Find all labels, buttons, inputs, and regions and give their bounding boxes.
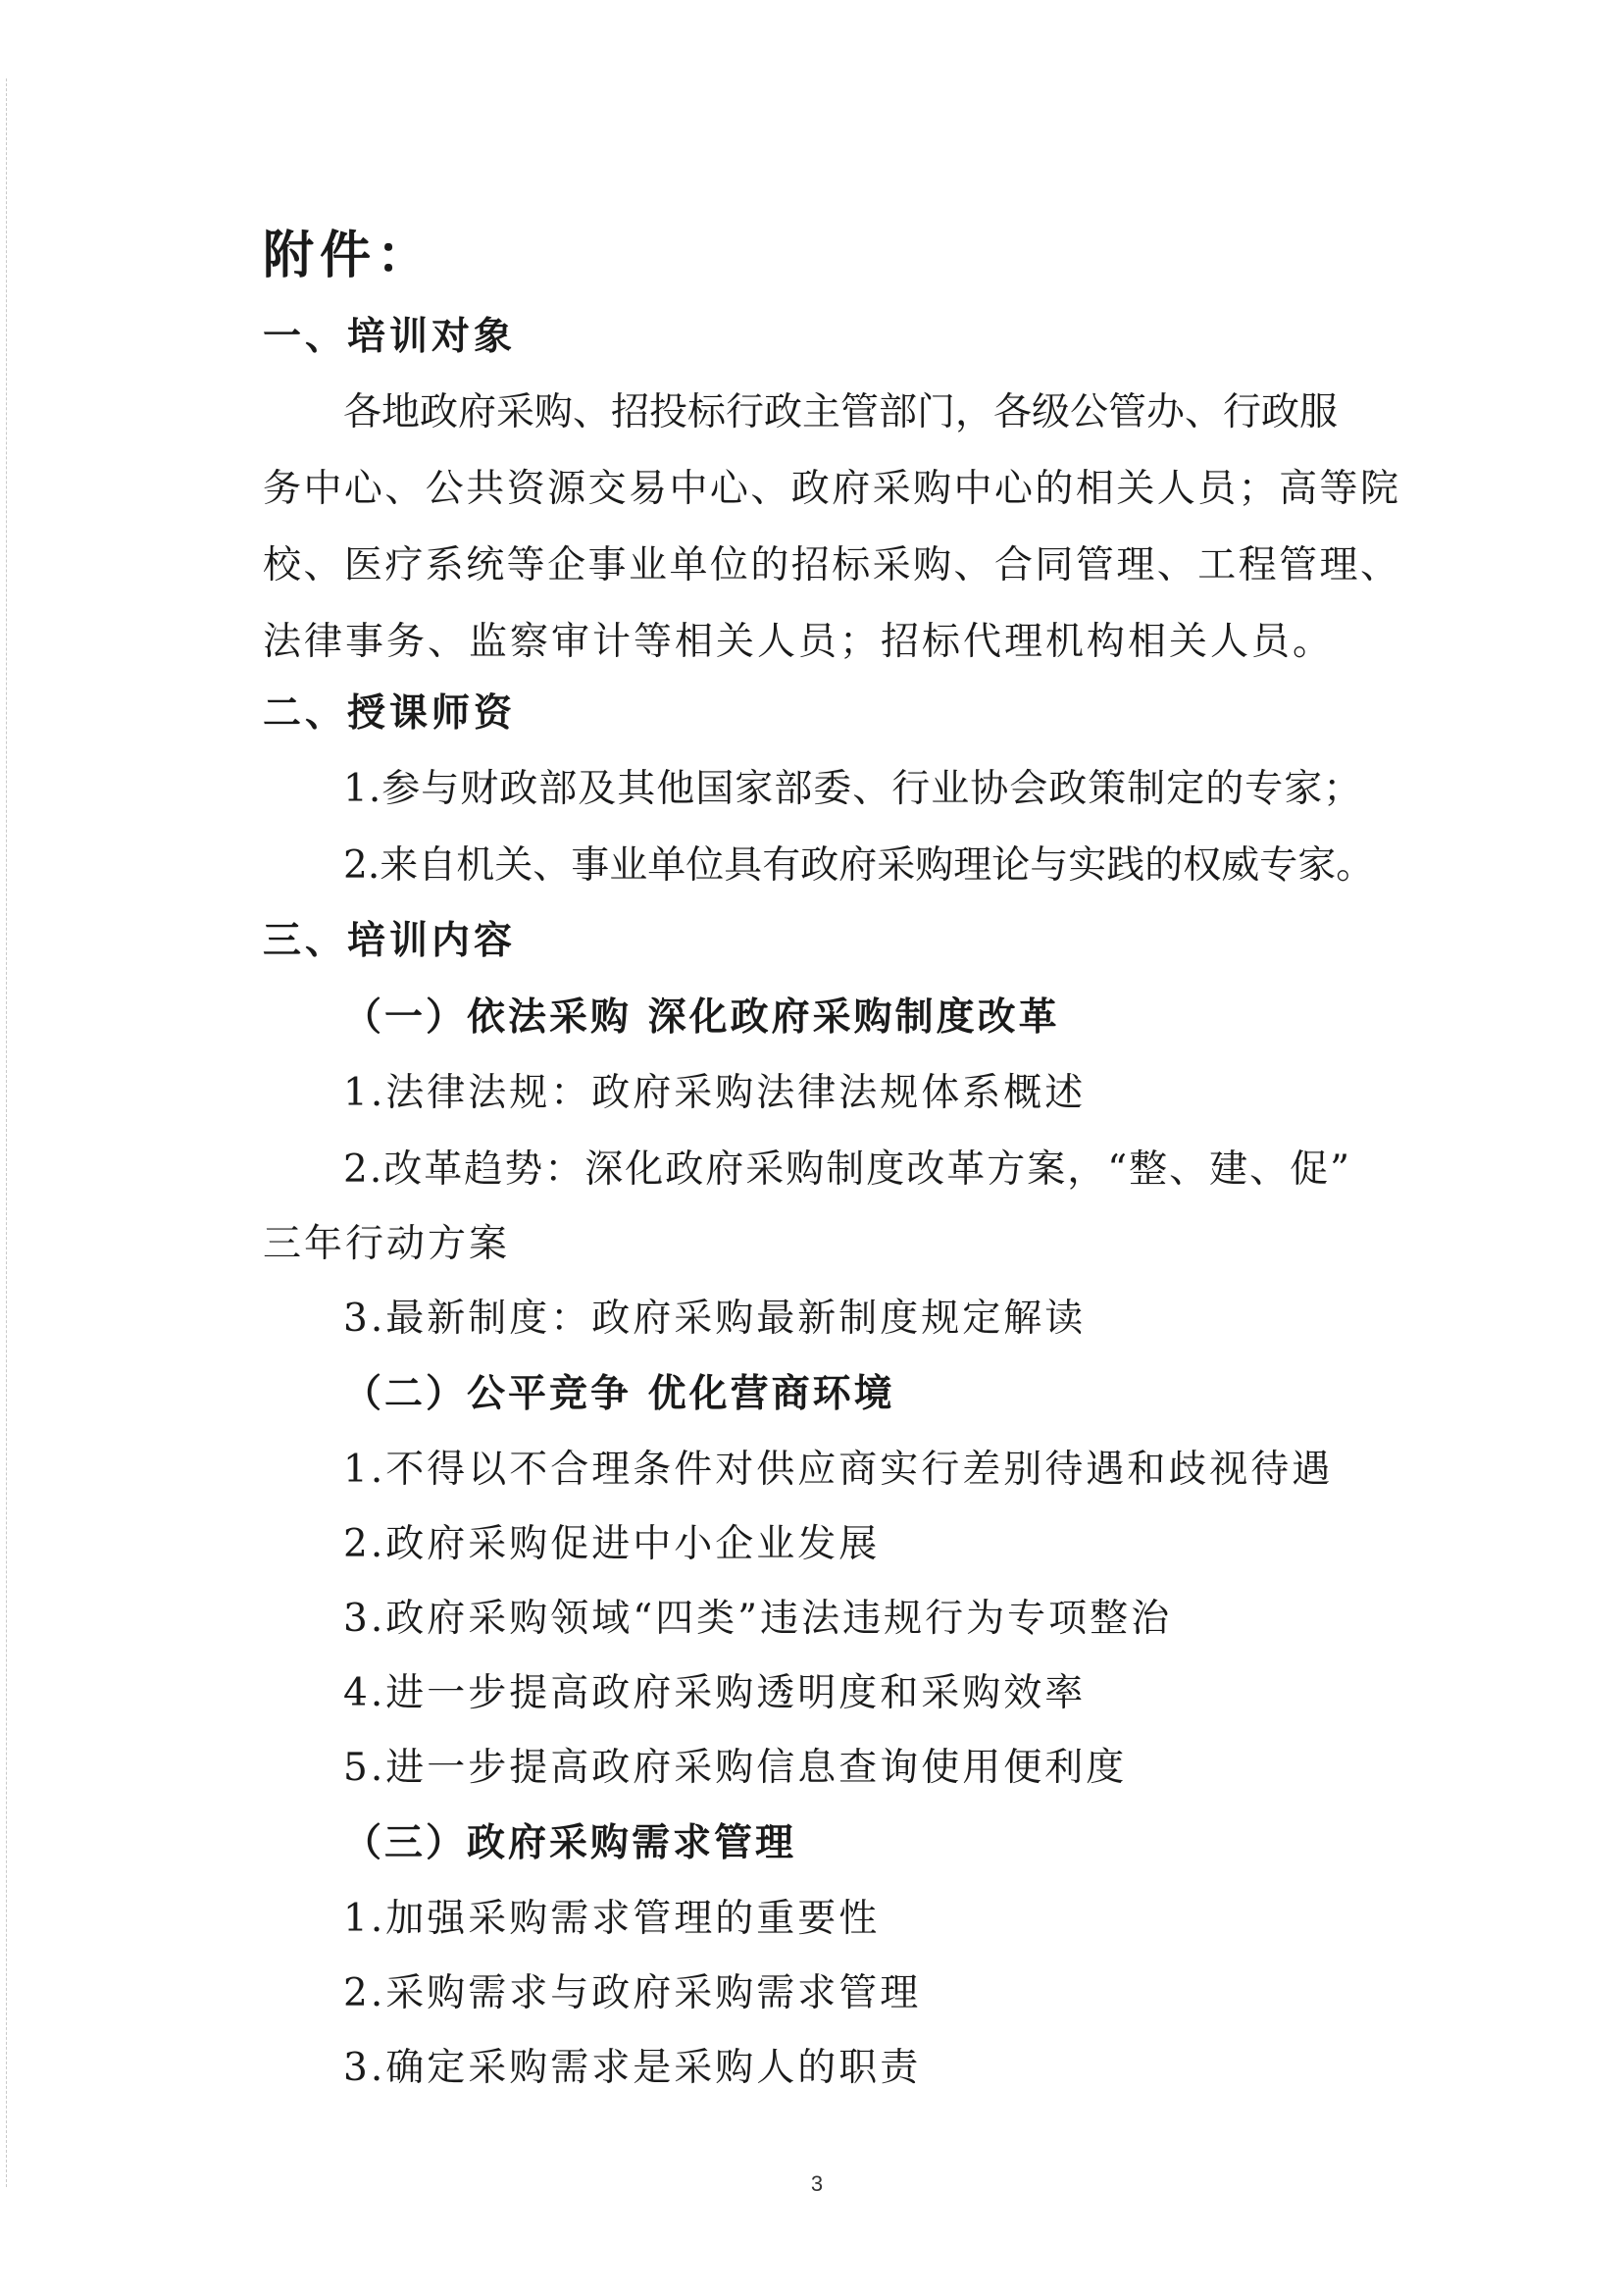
section-heading-trainees: 一、培训对象 bbox=[263, 314, 517, 359]
content-part-title: （三）政府采购需求管理 bbox=[343, 1820, 797, 1865]
section-heading-teachers: 二、授课师资 bbox=[263, 690, 517, 736]
content-part-title: （二）公平竞争 优化营商环境 bbox=[343, 1371, 895, 1416]
attachment-heading: 附件： bbox=[263, 226, 434, 285]
trainees-paragraph-line: 各地政府采购、招投标行政主管部门，各级公管办、行政服 bbox=[343, 390, 1339, 434]
trainees-paragraph-line: 务中心、公共资源交易中心、政府采购中心的相关人员；高等院 bbox=[263, 467, 1398, 511]
content-item: 1.加强采购需求管理的重要性 bbox=[343, 1897, 881, 1941]
content-item: 3.确定采购需求是采购人的职责 bbox=[343, 2046, 922, 2090]
content-item: 3.最新制度：政府采购最新制度规定解读 bbox=[343, 1297, 1087, 1341]
content-part-title: （一）依法采购 深化政府采购制度改革 bbox=[343, 994, 1060, 1040]
content-item: 3.政府采购领域“四类”违法违规行为专项整治 bbox=[343, 1597, 1173, 1641]
trainees-paragraph-line: 法律事务、监察审计等相关人员；招标代理机构相关人员。 bbox=[263, 620, 1335, 664]
content-item: 2.政府采购促进中小企业发展 bbox=[343, 1522, 881, 1566]
page-number: 3 bbox=[810, 2171, 824, 2196]
content-item: 三年行动方案 bbox=[263, 1222, 511, 1266]
content-item: 1.法律法规：政府采购法律法规体系概述 bbox=[343, 1071, 1087, 1115]
trainees-paragraph-line: 校、医疗系统等企事业单位的招标采购、合同管理、工程管理、 bbox=[263, 543, 1398, 587]
content-item: 5.进一步提高政府采购信息查询使用便利度 bbox=[343, 1746, 1128, 1790]
content-item: 4.进一步提高政府采购透明度和采购效率 bbox=[343, 1671, 1087, 1715]
content-item: 2.采购需求与政府采购需求管理 bbox=[343, 1971, 922, 2015]
content-item: 2.改革趋势：深化政府采购制度改革方案，“整、建、促” bbox=[343, 1147, 1352, 1192]
section-heading-content: 三、培训内容 bbox=[263, 918, 517, 963]
content-item: 1.不得以不合理条件对供应商实行差别待遇和歧视待遇 bbox=[343, 1448, 1334, 1492]
scan-edge-divider bbox=[6, 78, 7, 2187]
teachers-item: 1.参与财政部及其他国家部委、行业协会政策制定的专家； bbox=[343, 767, 1363, 811]
teachers-item: 2.来自机关、事业单位具有政府采购理论与实践的权威专家。 bbox=[343, 843, 1375, 888]
